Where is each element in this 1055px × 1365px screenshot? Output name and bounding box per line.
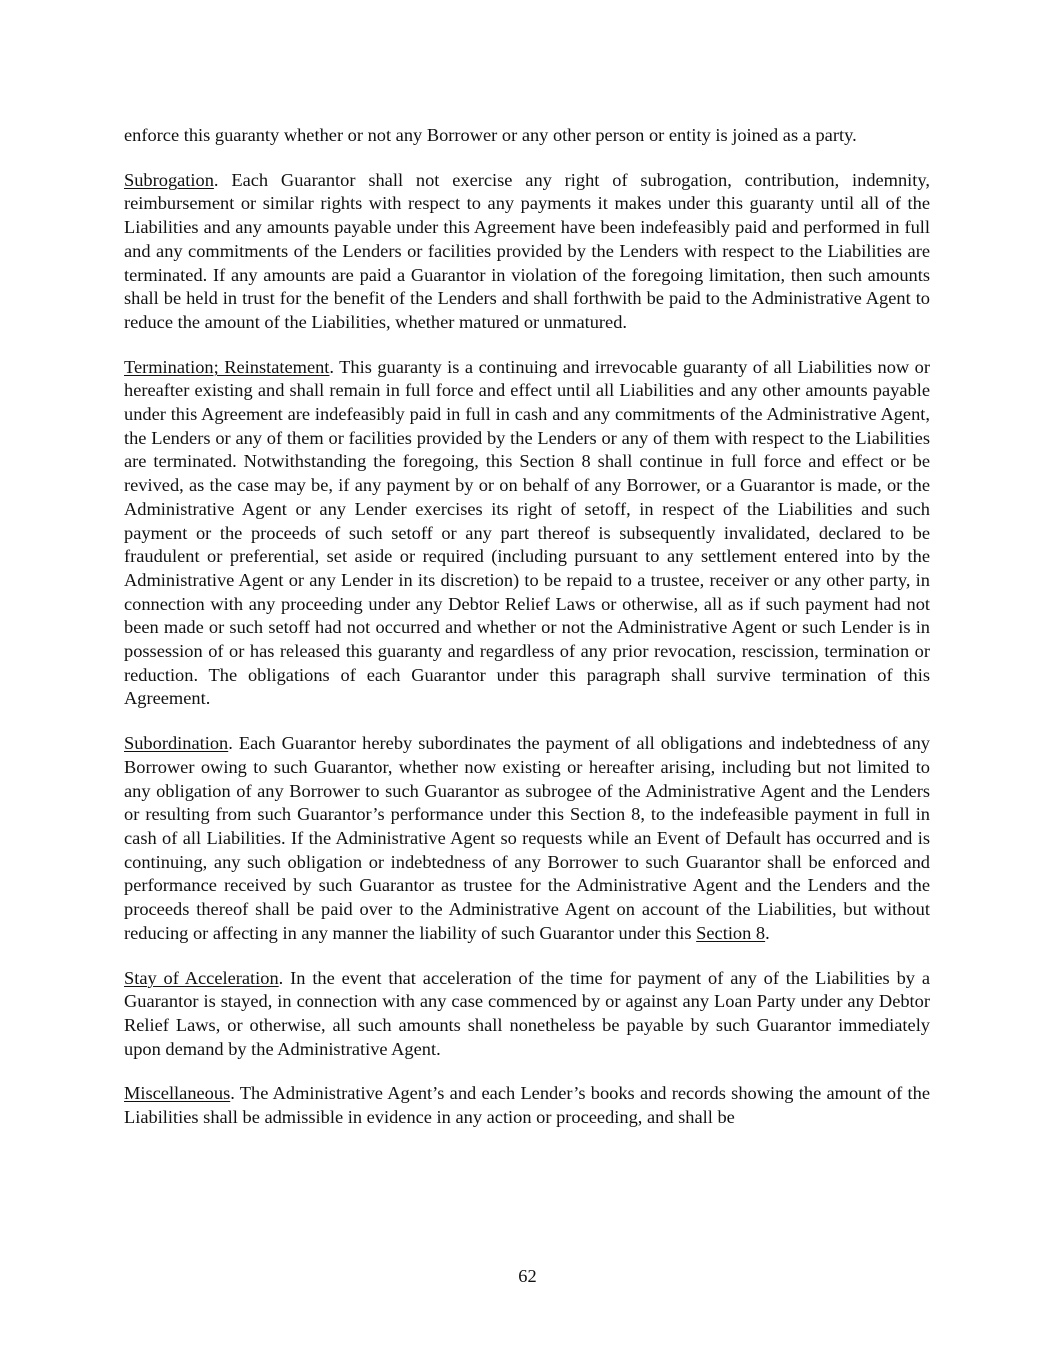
stay-paragraph bbox=[124, 967, 930, 1062]
miscellaneous-heading: Miscellaneous bbox=[124, 1083, 231, 1104]
termination-heading: Termination; Reinstatement bbox=[124, 356, 330, 377]
continuation-paragraph bbox=[124, 124, 930, 148]
subordination-text: . Each Guarantor hereby subordinates the payment of all obligations and indebtedness of any Borrower owing to such Guarantor, whether now existing or hereafter arising, including but not limited to any obligation of any Borrower to such Guarantor as subrogee of the Administrative Agent and the Lenders or resulting from such Guarantor’s performance under this Section 8, to the indefeasible payment in full in cash of all Liabilities. If the Administrative Agent so requests while an Event of Default has occurred and is continuing, any such obligation or indebtedness of any Borrower to such Guarantor shall be enforced and performance received by such Guarantor as trustee for the Administrative Agent and the Lenders and the proceeds thereof shall be paid over to the Administrative Agent on account of the Liabilities, but without reducing or affecting in any manner the liability of such Guarantor under this bbox=[124, 733, 930, 943]
section-8-reference: Section 8 bbox=[696, 922, 766, 943]
subrogation-text: . Each Guarantor shall not exercise any right of subrogation, contribution, indemnity, reimbursement or similar rights with respect to any payments it makes under this guaranty until all of the Liabilities and any amounts payable under this Agreement have been indefeasibly paid and performed in full and any commitments of the Lenders or facilities provided by the Lenders with respect to the Liabilities are terminated. If any amounts are paid a Guarantor in violation of the foregoing limitation, then such amounts shall be held in trust for the benefit of the Lenders and shall forthwith be paid to the Administrative Agent to reduce the amount of the Liabilities, whether matured or unmatured. bbox=[124, 169, 930, 332]
subrogation-paragraph bbox=[124, 169, 930, 335]
subordination-paragraph bbox=[124, 732, 930, 945]
termination-paragraph bbox=[124, 356, 930, 712]
miscellaneous-paragraph bbox=[124, 1082, 930, 1129]
document-body bbox=[124, 124, 930, 1151]
continuation-text: enforce this guaranty whether or not any Borrower or any other person or entity is joined as a party. bbox=[124, 125, 857, 145]
subordination-tail: . bbox=[765, 922, 770, 943]
stay-text: . In the event that acceleration of the time for payment of any of the Liabilities by a Guarantor is stayed, in connection with any case commenced by or against any Loan Party under any Debtor Relief Laws, or otherwise, all such amounts shall nonetheless be payable by such Guarantor immediately upon demand by the Administrative Agent. bbox=[124, 967, 930, 1059]
page-number: 62 bbox=[518, 1266, 537, 1286]
stay-heading: Stay of Acceleration bbox=[124, 967, 279, 988]
miscellaneous-text: . The Administrative Agent’s and each Lender’s books and records showing the amount of the Liabilities shall be admissible in evidence in any action or proceeding, and shall be bbox=[124, 1083, 930, 1128]
subordination-heading: Subordination bbox=[124, 733, 229, 754]
termination-text: . This guaranty is a continuing and irrevocable guaranty of all Liabilities now or hereafter existing and shall remain in full force and effect until all Liabilities and any other amounts payable under this Agreement are indefeasibly paid in full in cash and any commitments of the Administrative Agent, the Lenders or any of them or facilities provided by the Lenders or any of them with respect to the Liabilities are terminated. Notwithstanding the foregoing, this Section 8 shall continue in full force and effect or be revived, as the case may be, if any payment by or on behalf of any Borrower, or a Guarantor is made, or the Administrative Agent or any Lender exercises its right of setoff, in respect of the Liabilities and such payment or the proceeds of such setoff or any part thereof is subsequently invalidated, declared to be fraudulent or preferential, set aside or required (including pursuant to any settlement entered into by the Administrative Agent or any Lender in its discretion) to be repaid to a trustee, receiver or any other party, in connection with any proceeding under any Debtor Relief Laws or otherwise, all as if such payment had not been made or such setoff had not occurred and whether or not the Administrative Agent or such Lender is in possession of or has released this guaranty and regardless of any prior revocation, rescission, termination or reduction. The obligations of each Guarantor under this paragraph shall survive termination of this Agreement. bbox=[124, 356, 930, 709]
subrogation-heading: Subrogation bbox=[124, 169, 214, 190]
